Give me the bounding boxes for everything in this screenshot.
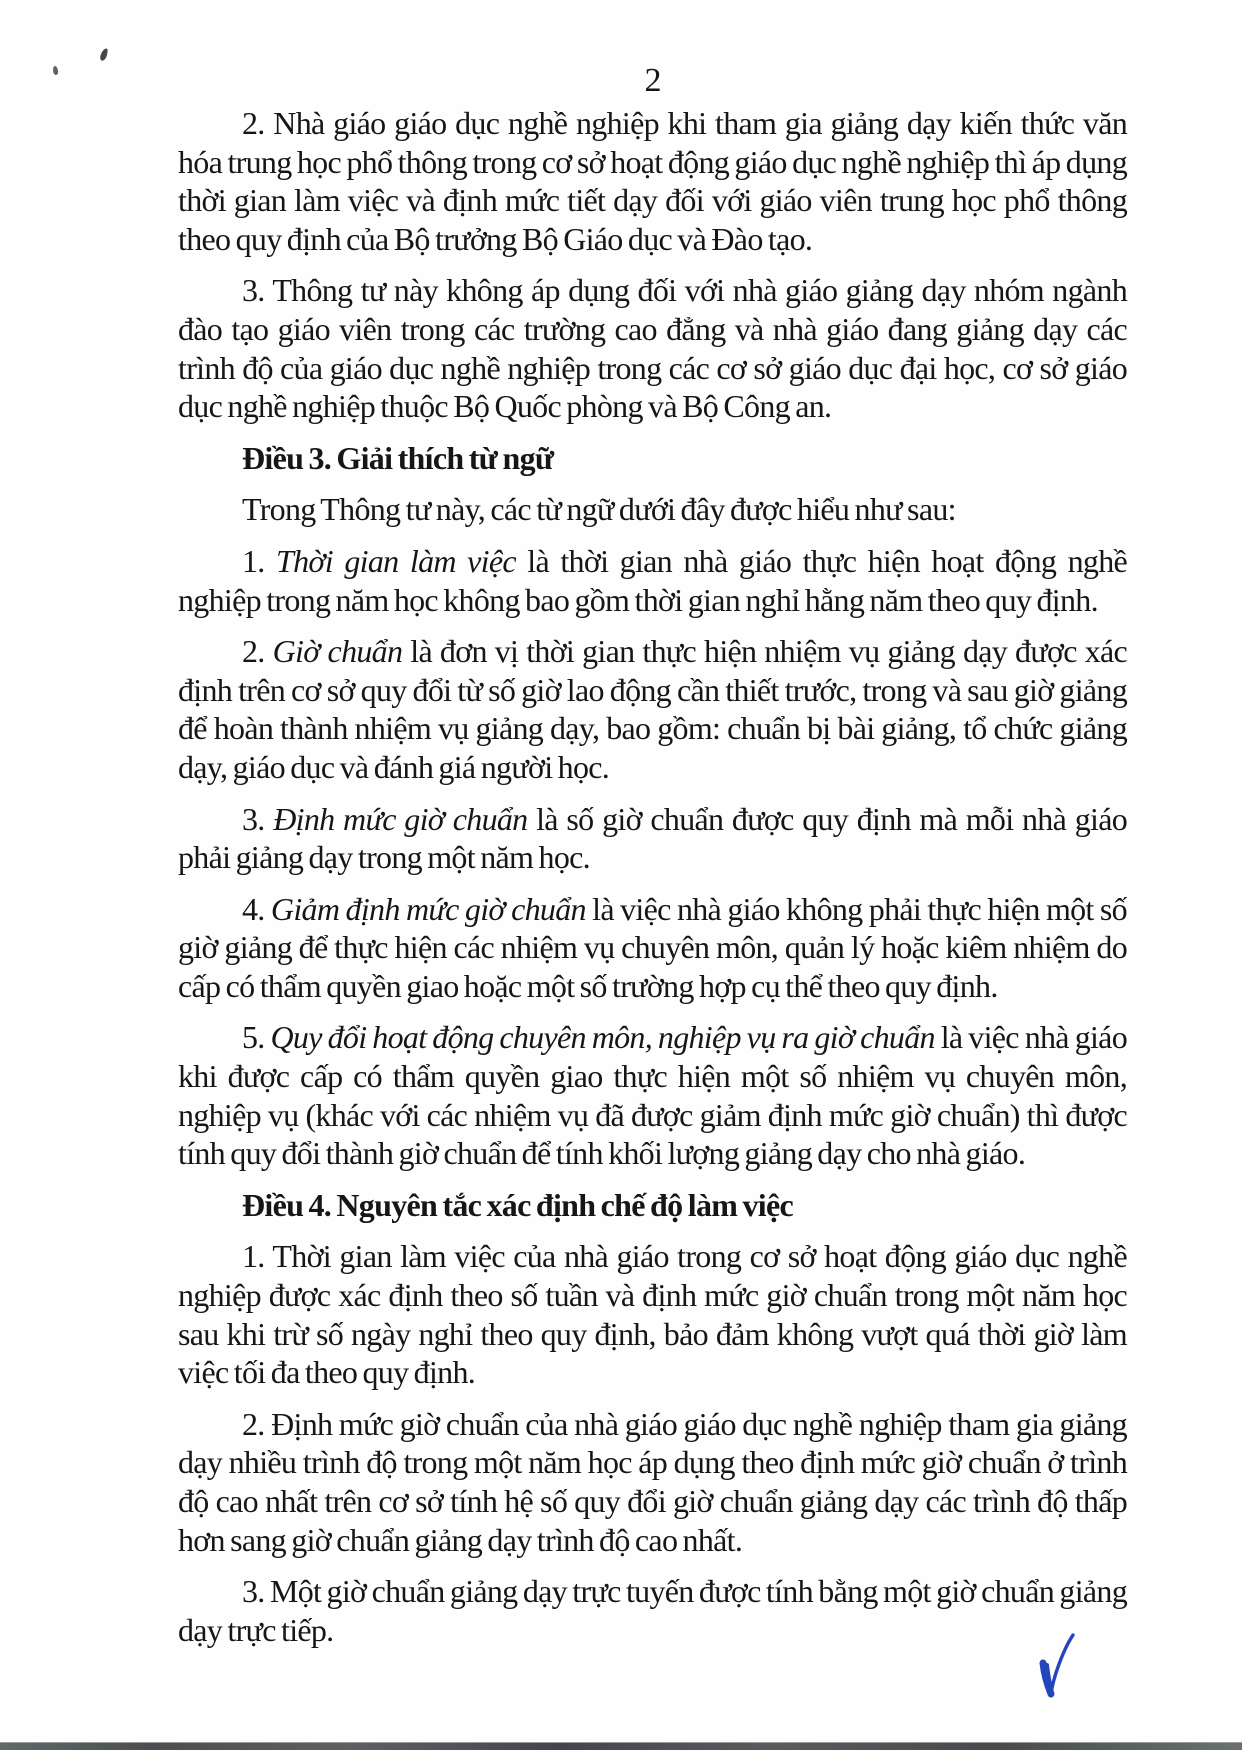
- text-run: là thời gian nhà giáo thực hiện hoạt động nghề nghiệp trong năm học không bao gồm thời gian nghỉ hằng năm theo quy định.: [178, 542, 1127, 618]
- definition-1: [178, 542, 1127, 619]
- text-run: Giảm định mức giờ chuẩn: [270, 890, 586, 927]
- text-run: là việc nhà giáo không phải thực hiện một số giờ giảng để thực hiện các nhiệm vụ chuyên môn, quản lý hoặc kiêm nhiệm do cấp có thẩm quyền giao hoặc một số trường hợp cụ thể theo quy định.: [178, 890, 1127, 1004]
- paragraph-clause-3: [178, 271, 1127, 425]
- scan-speck-icon: [99, 47, 109, 61]
- paragraph-clause-2: [178, 104, 1127, 258]
- principle-2: [178, 1405, 1127, 1559]
- text-run: 3. Thông tư này không áp dụng đối với nhà giáo giảng dạy nhóm ngành đào tạo giáo viên trong các trường cao đẳng và nhà giáo đang giảng dạy các trình độ của giáo dục nghề nghiệp trong các cơ sở giáo dục đại học, cơ sở giáo dục nghề nghiệp thuộc Bộ Quốc phòng và Bộ Công an.: [178, 272, 1127, 425]
- text-run: Điều 4. Nguyên tắc xác định chế độ làm việc: [242, 1186, 793, 1223]
- text-run: 3. Một giờ chuẩn giảng dạy trực tuyến được tính bằng một giờ chuẩn giảng dạy trực tiếp.: [178, 1573, 1127, 1648]
- text-run: Quy đổi hoạt động chuyên môn, nghiệp vụ ra giờ chuẩn: [270, 1019, 935, 1056]
- article-3-intro: [178, 490, 1127, 529]
- document-body: [178, 104, 1127, 1662]
- definition-4: [178, 890, 1127, 1006]
- article-3-heading: [178, 439, 1127, 478]
- blue-pen-tick-icon: [1030, 1632, 1082, 1704]
- scan-speck-icon: [52, 66, 59, 76]
- text-run: Điều 3. Giải thích từ ngữ: [242, 439, 554, 476]
- definition-3: [178, 800, 1127, 877]
- principle-3: [178, 1572, 1127, 1649]
- text-run: 2.: [242, 633, 273, 670]
- text-run: Định mức giờ chuẩn: [273, 800, 528, 837]
- definition-2: [178, 632, 1127, 786]
- text-run: 5.: [242, 1019, 271, 1056]
- text-run: 3.: [242, 800, 274, 837]
- text-run: 4.: [242, 890, 271, 927]
- text-run: 2. Định mức giờ chuẩn của nhà giáo giáo dục nghề nghiệp tham gia giảng dạy nhiều trình độ trong một năm học áp dụng theo định mức giờ chuẩn ở trình độ cao nhất trên cơ sở tính hệ số quy đổi giờ chuẩn giảng dạy các trình độ thấp hơn sang giờ chuẩn giảng dạy trình độ cao nhất.: [178, 1405, 1127, 1558]
- scanner-edge-artifact: [0, 1742, 1242, 1750]
- text-run: là số giờ chuẩn được quy định mà mỗi nhà giáo phải giảng dạy trong một năm học.: [178, 800, 1128, 876]
- principle-1: [178, 1237, 1127, 1391]
- text-run: 1. Thời gian làm việc của nhà giáo trong cơ sở hoạt động giáo dục nghề nghiệp được xác định theo số tuần và định mức giờ chuẩn trong một năm học sau khi trừ số ngày nghỉ theo quy định, bảo đảm không vượt quá thời giờ làm việc tối đa theo quy định.: [178, 1238, 1127, 1391]
- article-4-heading: [178, 1186, 1127, 1225]
- text-run: Giờ chuẩn: [272, 633, 403, 670]
- text-run: là đơn vị thời gian thực hiện nhiệm vụ giảng dạy được xác định trên cơ sở quy đổi từ số giờ lao động cần thiết trước, trong và sau giờ giảng để hoàn thành nhiệm vụ giảng dạy, bao gồm: chuẩn bị bài giảng, tổ chức giảng dạy, giáo dục và đánh giá người học.: [178, 633, 1127, 785]
- text-run: Trong Thông tư này, các từ ngữ dưới đây được hiểu như sau:: [242, 491, 956, 528]
- page-number: 2: [644, 62, 662, 99]
- text-run: 1.: [242, 542, 277, 579]
- text-run: Thời gian làm việc: [276, 542, 516, 579]
- text-run: là việc nhà giáo khi được cấp có thẩm quyền giao thực hiện một số nhiệm vụ chuyên môn, nghiệp vụ (khác với các nhiệm vụ đã được giảm định mức giờ chuẩn) thì được tính quy đổi thành giờ chuẩn để tính khối lượng giảng dạy cho nhà giáo.: [178, 1019, 1127, 1172]
- text-run: 2. Nhà giáo giáo dục nghề nghiệp khi tham gia giảng dạy kiến thức văn hóa trung học phổ thông trong cơ sở hoạt động giáo dục nghề nghiệp thì áp dụng thời gian làm việc và định mức tiết dạy đối với giáo viên trung học phổ thông theo quy định của Bộ trưởng Bộ Giáo dục và Đào tạo.: [178, 105, 1127, 257]
- definition-5: [178, 1018, 1127, 1172]
